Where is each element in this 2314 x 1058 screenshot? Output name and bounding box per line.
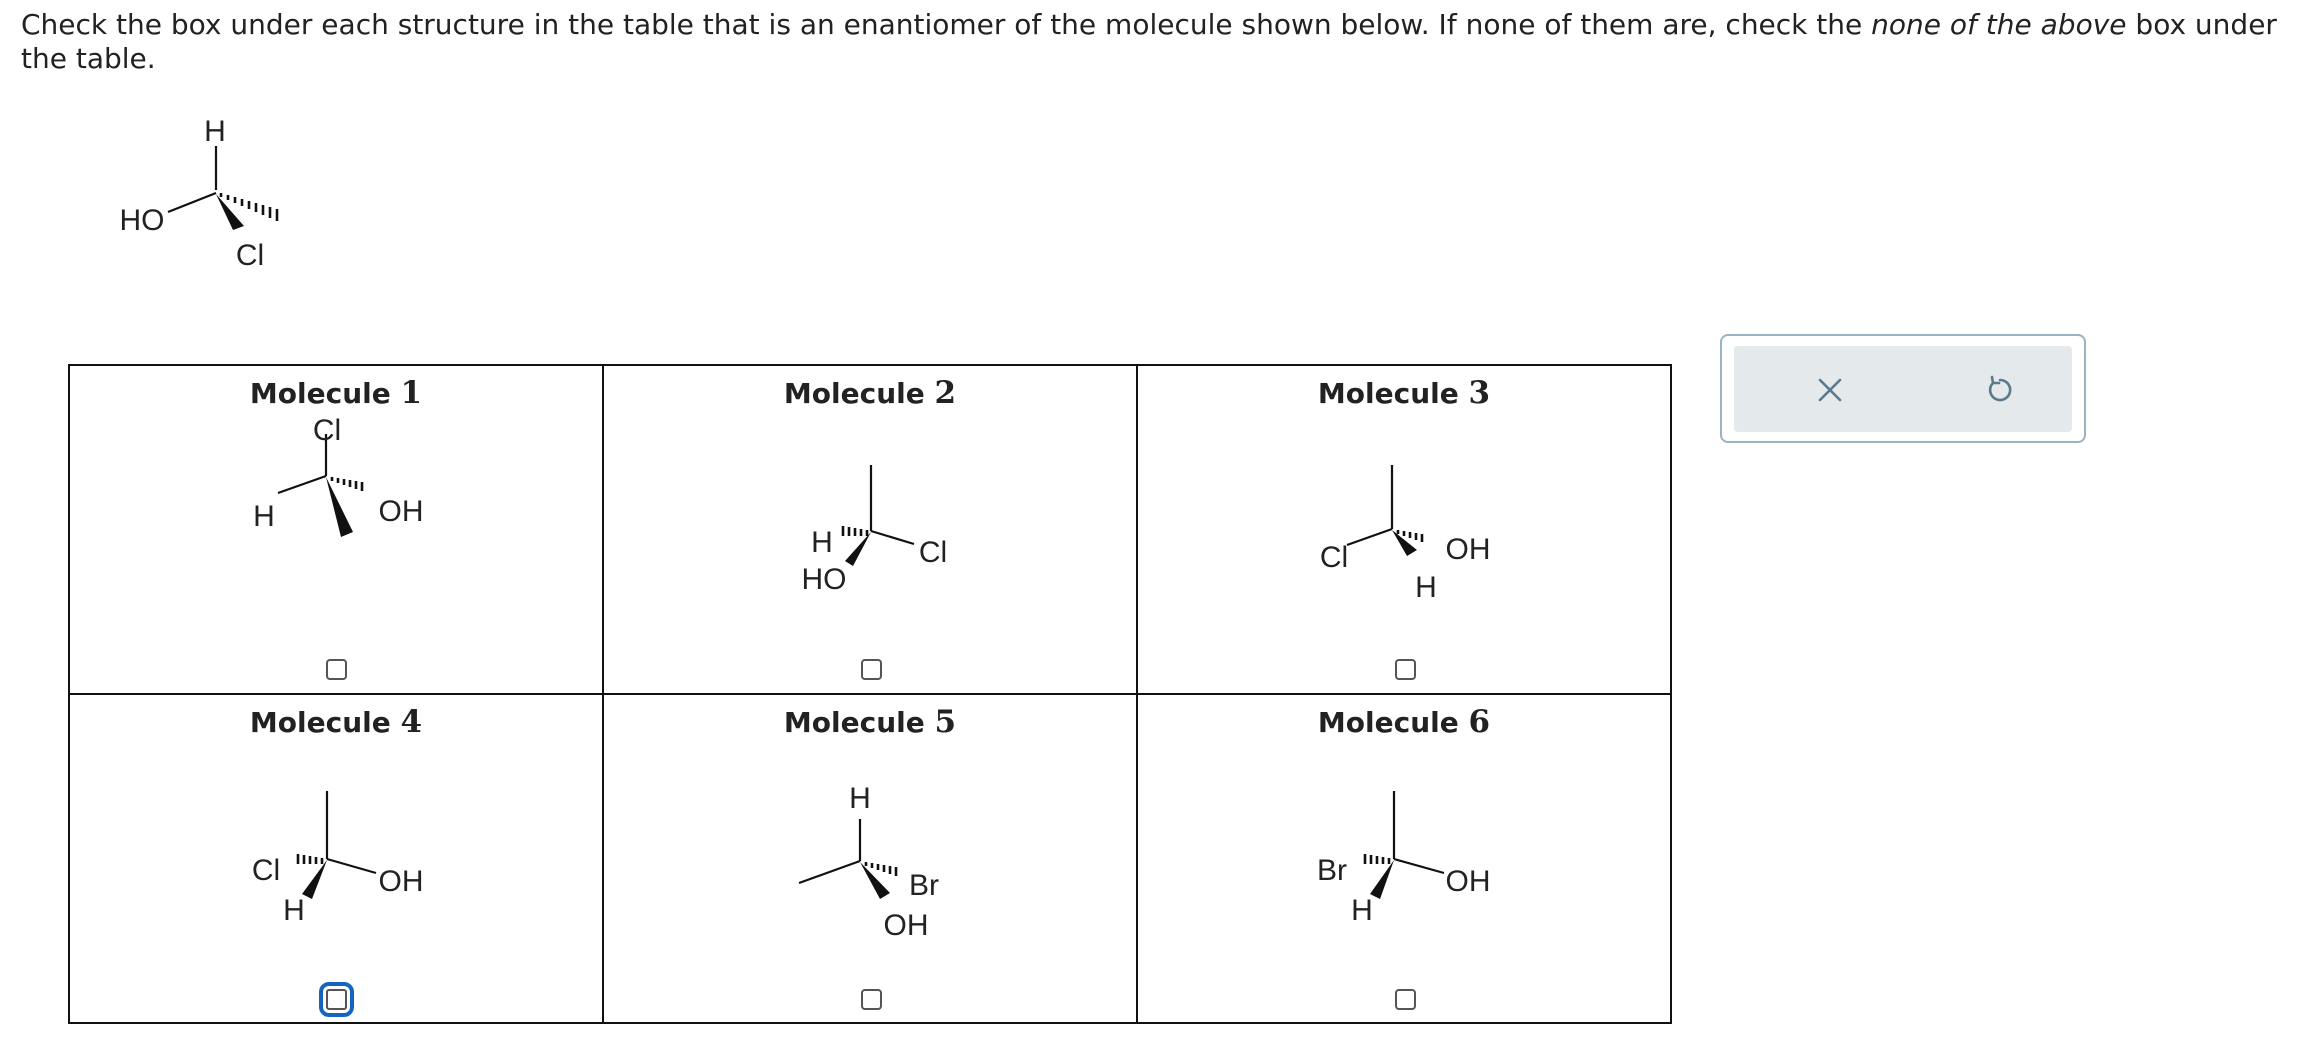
instructions-text: Check the box under each structure in the table that is an enantiomer of the molecule shown below. If none of them are, check the none of the above box under the table.: [21, 8, 2277, 75]
molecule-cell-5: [603, 694, 1137, 1023]
molecule-cell-3: [1137, 365, 1671, 694]
m2-label-bottom: HO: [801, 563, 847, 596]
molecule-table: [68, 364, 1672, 1024]
molecule-cell-1: [69, 365, 603, 694]
m4-label-hash: Cl: [251, 854, 281, 887]
molecule-title-5: Molecule 5: [783, 704, 957, 740]
m1-label-left: H: [253, 500, 275, 533]
m6-label-hash: Br: [1317, 854, 1347, 887]
m1-label-top: Cl: [312, 414, 342, 447]
reference-molecule: [0, 0, 320, 290]
molecule-cell-2: [603, 365, 1137, 694]
m5-label-bottom: OH: [883, 909, 929, 942]
m3-label-bottom: H: [1415, 571, 1437, 604]
undo-button[interactable]: [1978, 368, 2022, 412]
action-panel: [1720, 334, 2086, 443]
molecule-4-checkbox[interactable]: [326, 989, 347, 1010]
m2-label-hash: H: [811, 526, 833, 559]
m5-label-right: Br: [909, 869, 939, 902]
m2-label-right: Cl: [918, 536, 948, 569]
molecule-structure-1: [70, 366, 602, 693]
molecule-cell-4: [69, 694, 603, 1023]
none-of-the-above-emphasis: none of the above: [1871, 8, 2127, 41]
molecule-title-6: Molecule 6: [1317, 704, 1491, 740]
molecule-structure-3: [1138, 366, 1670, 693]
molecule-1-checkbox[interactable]: [326, 659, 347, 680]
molecule-6-checkbox[interactable]: [1395, 989, 1416, 1010]
m4-label-bottom: H: [283, 894, 305, 927]
m4-label-right: OH: [378, 865, 424, 898]
molecule-title-3: Molecule 3: [1317, 375, 1491, 411]
clear-button[interactable]: [1808, 368, 1852, 412]
molecule-cell-6: [1137, 694, 1671, 1023]
ref-label-top: H: [204, 115, 226, 148]
molecule-title-1: Molecule 1: [249, 375, 423, 411]
molecule-structure-4: [70, 695, 602, 1022]
action-buttons: [1734, 346, 2072, 432]
m6-label-right: OH: [1445, 865, 1491, 898]
molecule-structure-5: [604, 695, 1136, 1022]
molecule-2-checkbox[interactable]: [861, 659, 882, 680]
ref-label-bottom: Cl: [235, 239, 265, 272]
m3-label-left: Cl: [1319, 541, 1349, 574]
ref-label-left: HO: [119, 204, 165, 237]
m3-label-right: OH: [1445, 533, 1491, 566]
m1-label-right: OH: [378, 495, 424, 528]
molecule-structure-2: [604, 366, 1136, 693]
molecule-3-checkbox[interactable]: [1395, 659, 1416, 680]
molecule-5-checkbox[interactable]: [861, 989, 882, 1010]
m6-label-bottom: H: [1351, 894, 1373, 927]
molecule-title-2: Molecule 2: [783, 375, 957, 411]
molecule-structure-6: [1138, 695, 1670, 1022]
close-icon: [1816, 376, 1844, 404]
undo-icon: [1984, 374, 2016, 406]
molecule-title-4: Molecule 4: [249, 704, 423, 740]
m5-label-top: H: [849, 782, 871, 815]
